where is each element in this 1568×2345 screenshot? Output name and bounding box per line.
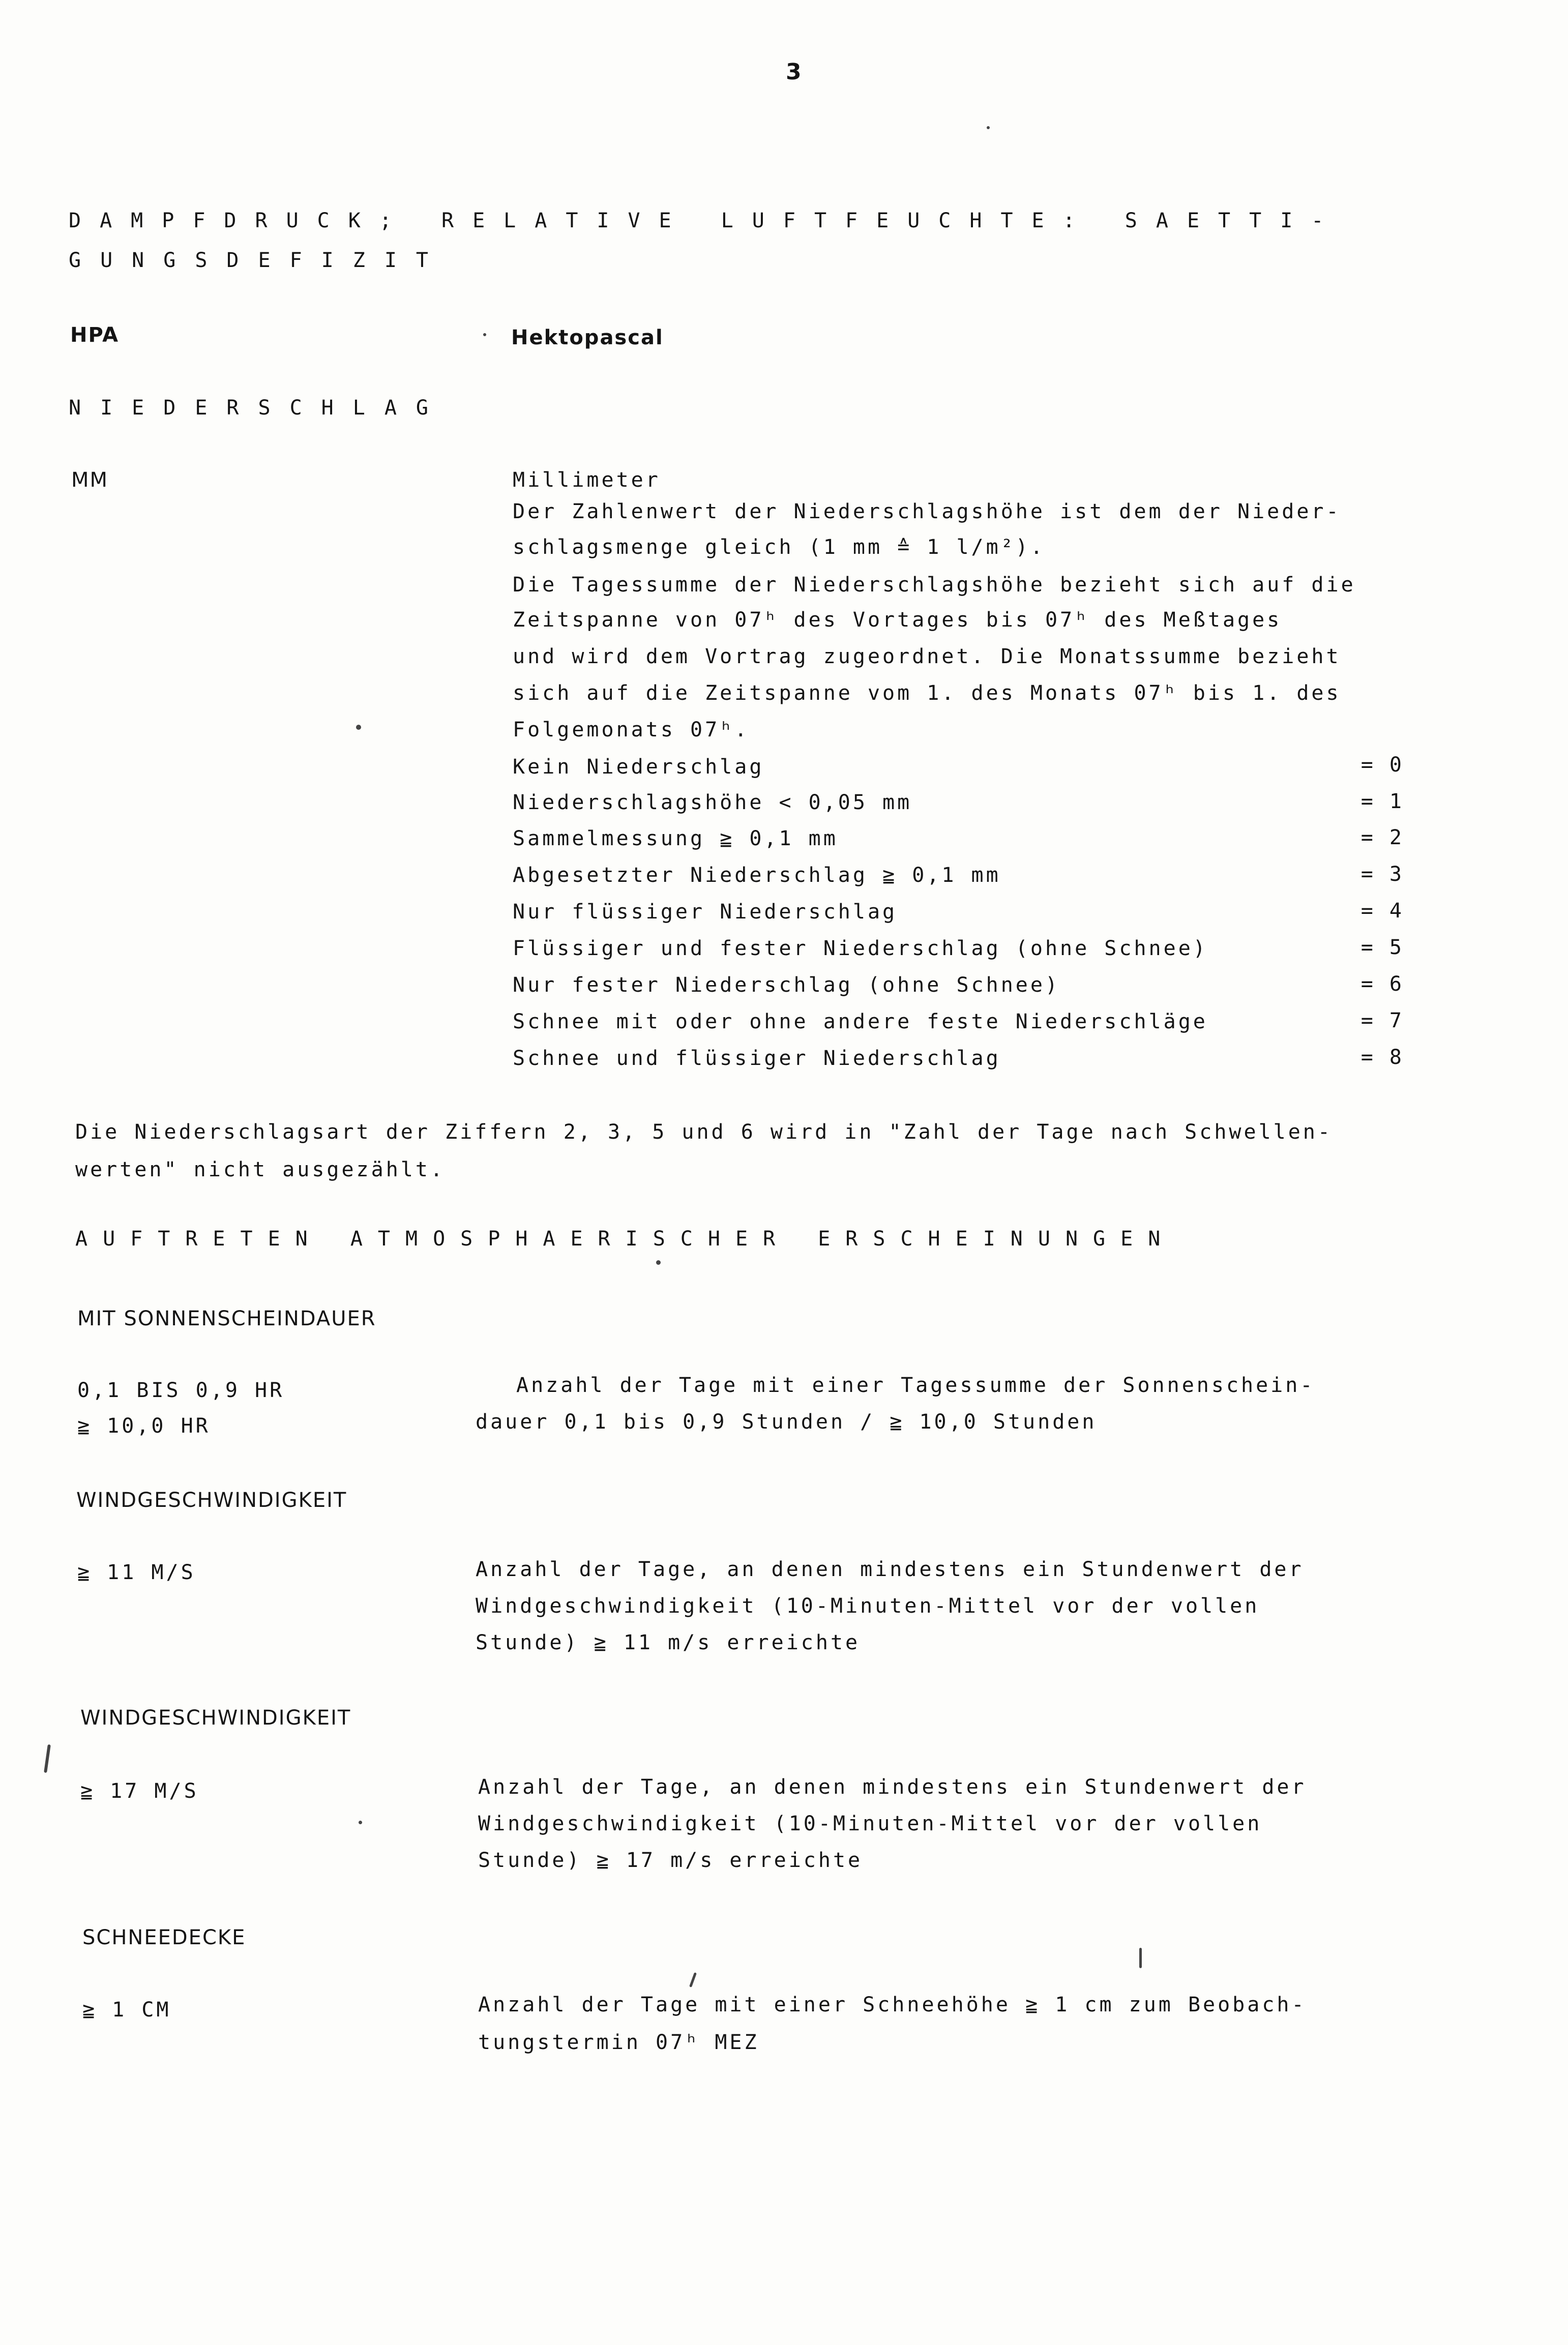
code-value: = 6 [1360, 972, 1404, 996]
wind11-heading: WINDGESCHWINDIGKEIT [76, 1489, 347, 1512]
niederschlagsart-note-line1: Die Niederschlagsart der Ziffern 2, 3, 5 und 6 wird in "Zahl der Tage nach Schwellen- [75, 1120, 1333, 1144]
schneedecke-heading: SCHNEEDECKE [82, 1926, 246, 1949]
wind17-label: ≧ 17 M/S [80, 1779, 199, 1803]
niederschlag-line: Folgemonats 07ʰ. [513, 718, 750, 741]
schneedecke-text-line1: Anzahl der Tage mit einer Schneehöhe ≧ 1 cm zum Beobach- [478, 1993, 1307, 2016]
code-label: Nur flüssiger Niederschlag [513, 900, 898, 924]
code-value: = 1 [1360, 790, 1404, 813]
code-label: Flüssiger und fester Niederschlag (ohne Schnee) [513, 937, 1208, 960]
code-value: = 5 [1360, 936, 1404, 959]
code-label: Abgesetzter Niederschlag ≧ 0,1 mm [513, 864, 1001, 887]
code-value: = 3 [1360, 863, 1404, 886]
section-heading-niederschlag: NIEDERSCHLAG [69, 396, 448, 420]
schneedecke-label: ≧ 1 CM [82, 1998, 171, 2022]
wind17-heading: WINDGESCHWINDIGKEIT [80, 1706, 351, 1730]
niederschlagsart-note-line2: werten" nicht ausgezählt. [75, 1158, 446, 1181]
niederschlag-line: schlagsmenge gleich (1 mm ≙ 1 l/m²). [513, 536, 1045, 559]
niederschlag-line: Millimeter [513, 468, 661, 492]
code-value: = 8 [1360, 1046, 1404, 1069]
schneedecke-text-line2: tungstermin 07ʰ MEZ [478, 2031, 759, 2054]
wind11-text-line2: Windgeschwindigkeit (10-Minuten-Mittel vor der vollen [476, 1594, 1260, 1618]
niederschlag-line: Zeitspanne von 07ʰ des Vortages bis 07ʰ des Meßtages [513, 608, 1282, 632]
code-label: Schnee mit oder ohne andere feste Niederschläge [513, 1010, 1208, 1033]
code-value: = 4 [1360, 899, 1404, 923]
page-number: 3 [786, 59, 804, 85]
code-label: Sammelmessung ≧ 0,1 mm [513, 827, 838, 850]
sonnenschein-heading: MIT SONNENSCHEINDAUER [77, 1307, 376, 1330]
sonnenschein-label-line1: 0,1 BIS 0,9 HR [77, 1379, 285, 1402]
code-label: Nur fester Niederschlag (ohne Schnee) [513, 973, 1060, 997]
niederschlag-line: Der Zahlenwert der Niederschlagshöhe ist dem der Nieder- [513, 500, 1341, 523]
sonnenschein-text-line2: dauer 0,1 bis 0,9 Stunden / ≧ 10,0 Stunden [476, 1410, 1097, 1434]
mm-label: MM [71, 468, 109, 492]
niederschlag-line: und wird dem Vortrag zugeordnet. Die Monatssumme bezieht [513, 645, 1341, 668]
code-label: Schnee und flüssiger Niederschlag [513, 1047, 1001, 1070]
code-value: = 0 [1360, 753, 1404, 777]
code-label: Kein Niederschlag [513, 755, 764, 779]
code-label: Niederschlagshöhe < 0,05 mm [513, 791, 912, 814]
niederschlag-line: sich auf die Zeitspanne vom 1. des Monats 07ʰ bis 1. des [513, 681, 1341, 705]
heading-dampfdruck-line1: DAMPFDRUCK; RELATIVE LUFTFEUCHTE: SAETTI- [69, 209, 1343, 232]
section-heading-auftreten: AUFTRETEN ATMOSPHAERISCHER ERSCHEINUNGEN [75, 1227, 1176, 1251]
wind11-label: ≧ 11 M/S [77, 1561, 196, 1584]
sonnenschein-label-line2: ≧ 10,0 HR [77, 1414, 211, 1438]
section-heading-dampfdruck-line2: GUNGSDEFIZIT [69, 249, 448, 272]
hpa-label: HPA [70, 323, 120, 347]
wind11-text-line3: Stunde) ≧ 11 m/s erreichte [476, 1631, 861, 1654]
section-heading-dampfdruck [69, 209, 1401, 233]
wind17-text-line2: Windgeschwindigkeit (10-Minuten-Mittel vor der vollen [478, 1812, 1262, 1835]
sonnenschein-text-line1: Anzahl der Tage mit einer Tagessumme der Sonnenschein- [516, 1374, 1315, 1397]
niederschlag-line: Die Tagessumme der Niederschlagshöhe bezieht sich auf die [513, 573, 1356, 597]
wind11-text-line1: Anzahl der Tage, an denen mindestens ein Stundenwert der [476, 1558, 1304, 1581]
hpa-description: Hektopascal [511, 326, 664, 349]
wind17-text-line3: Stunde) ≧ 17 m/s erreichte [478, 1849, 863, 1872]
code-value: = 7 [1360, 1009, 1404, 1032]
code-value: = 2 [1360, 826, 1404, 849]
wind17-text-line1: Anzahl der Tage, an denen mindestens ein Stundenwert der [478, 1775, 1307, 1799]
